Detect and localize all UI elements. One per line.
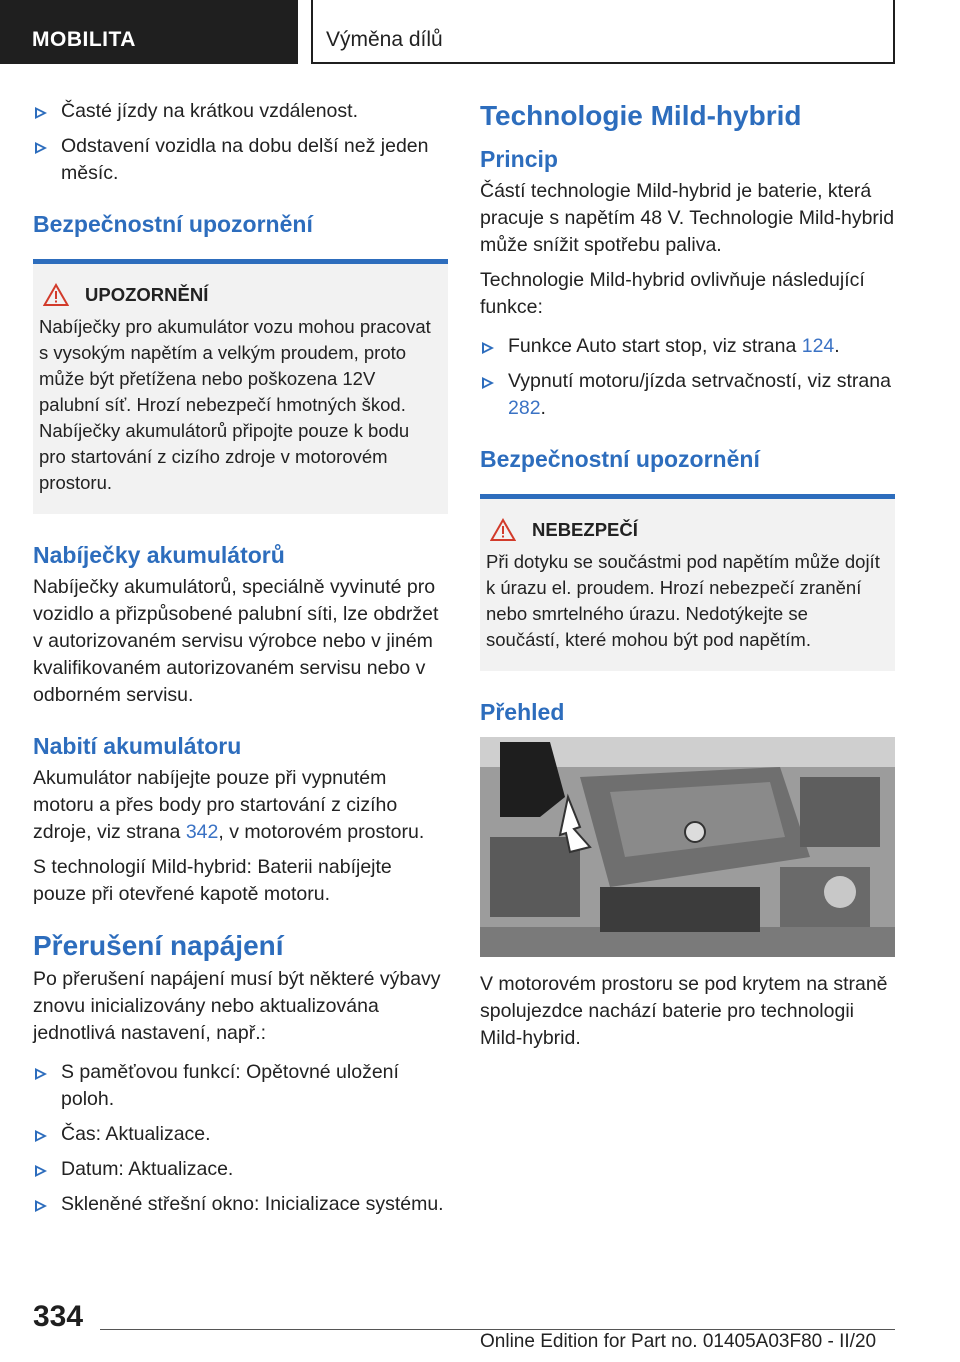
danger-box	[480, 494, 895, 671]
warning-triangle-icon	[43, 283, 69, 307]
section-tab	[0, 0, 298, 64]
danger-text: Při dotyku se součástmi pod napětím může dojít k úrazu el. proudem. Hrozí nebezpečí zranění nebo smrtelného úrazu. Nedotýkejte se součástí, které mohou být pod napětím.	[486, 551, 880, 650]
chargers-text: Nabíječky akumulátorů, speciálně vyvinuté pro vozidlo a přizpůsobené palubní síti, lze obdržet v autorizovaném servisu výrobce nebo v jiném kvalifikovaném autorizovaném servisu nebo v odborném servisu.	[33, 576, 439, 706]
page-link-124[interactable]: 124	[801, 335, 835, 357]
list-item: Čas: Aktualizace.	[33, 1121, 448, 1148]
triangle-bullet-icon	[35, 1130, 47, 1142]
safety-heading-right: Bezpečnostní upozornění	[480, 446, 760, 472]
triangle-bullet-icon	[35, 1068, 47, 1080]
warning-text: Nabíječky pro akumulátor vozu mohou pracovat s vysokým napětím a velkým proudem, proto může být přetížena nebo poškozena 12V palubní síť. Hrozí nebezpečí hmotných škod. Nabíječky akumulátorů připojte pouze k bodu pro startování z cizího zdroje v motorovém prostoru.	[39, 316, 431, 493]
page-link-342[interactable]: 342	[185, 821, 219, 843]
list-item: Odstavení vozidla na dobu delší než jeden měsíc.	[33, 133, 448, 187]
chargers-heading: Nabíječky akumulátorů	[33, 542, 285, 568]
influence-text: Technologie Mild-hybrid ovlivňuje následující funkce:	[480, 269, 865, 318]
triangle-bullet-icon	[35, 142, 47, 154]
intro-list	[33, 98, 448, 187]
interrupt-heading: Přerušení napájení	[33, 930, 284, 961]
left-column	[33, 98, 448, 1226]
page-number: 334	[33, 1300, 84, 1333]
warning-box	[33, 259, 448, 514]
danger-title-row	[486, 517, 887, 543]
list-item: Vypnutí motoru/jízda setrvačností, viz strana 282.	[480, 368, 895, 422]
section-title: MOBILITA	[32, 28, 136, 51]
overview-heading: Přehled	[480, 699, 565, 725]
footer-divider	[100, 1329, 895, 1330]
mild-hybrid-title: Technologie Mild-hybrid	[480, 100, 802, 131]
warning-triangle-icon	[490, 518, 516, 542]
page-link-282[interactable]: 282	[508, 397, 541, 419]
engine-bay-photo	[480, 737, 895, 957]
list-item: Skleněné střešní okno: Inicializace systému.	[33, 1191, 448, 1218]
chapter-title: Výměna dílů	[326, 28, 443, 51]
danger-title: NEBEZPEČÍ	[532, 519, 638, 540]
charging-heading: Nabití akumulátoru	[33, 733, 242, 759]
edition-text: Online Edition for Part no. 01405A03F80 - II/20	[480, 1331, 877, 1352]
interrupt-list	[33, 1059, 448, 1218]
principle-text: Částí technologie Mild-hybrid je baterie, která pracuje s napětím 48 V. Technologie Mild-hybrid může snížit spotřebu paliva.	[480, 180, 895, 256]
triangle-bullet-icon	[35, 1165, 47, 1177]
triangle-bullet-icon	[35, 107, 47, 119]
chapter-tab	[311, 0, 895, 64]
safety-heading: Bezpečnostní upozornění	[33, 211, 313, 237]
right-column	[480, 98, 895, 1060]
triangle-bullet-icon	[35, 1200, 47, 1212]
charging-text: Akumulátor nabíjejte pouze při vypnutém motoru a přes body pro startování z cizího zdroje, viz strana 342, v motorovém prostoru.	[33, 767, 425, 843]
list-item: S paměťovou funkcí: Opětovné uložení poloh.	[33, 1059, 448, 1113]
list-item: Časté jízdy na krátkou vzdálenost.	[33, 98, 448, 125]
warning-title-row	[39, 282, 440, 308]
overview-caption: V motorovém prostoru se pod krytem na straně spolujezdce nachází baterie pro technologii Mild-hybrid.	[480, 973, 888, 1049]
warning-title: UPOZORNĚNÍ	[85, 284, 209, 305]
triangle-bullet-icon	[482, 377, 494, 389]
list-item: Datum: Aktualizace.	[33, 1156, 448, 1183]
interrupt-text: Po přerušení napájení musí být některé výbavy znovu inicializovány nebo aktualizována jednotlivá nastavení, např.:	[33, 968, 441, 1044]
list-item: Funkce Auto start stop, viz strana 124.	[480, 333, 895, 360]
functions-list	[480, 333, 895, 422]
charging-text-mild-hybrid: S technologií Mild-hybrid: Baterii nabíjejte pouze při otevřené kapotě motoru.	[33, 856, 392, 905]
principle-heading: Princip	[480, 146, 558, 172]
triangle-bullet-icon	[482, 342, 494, 354]
